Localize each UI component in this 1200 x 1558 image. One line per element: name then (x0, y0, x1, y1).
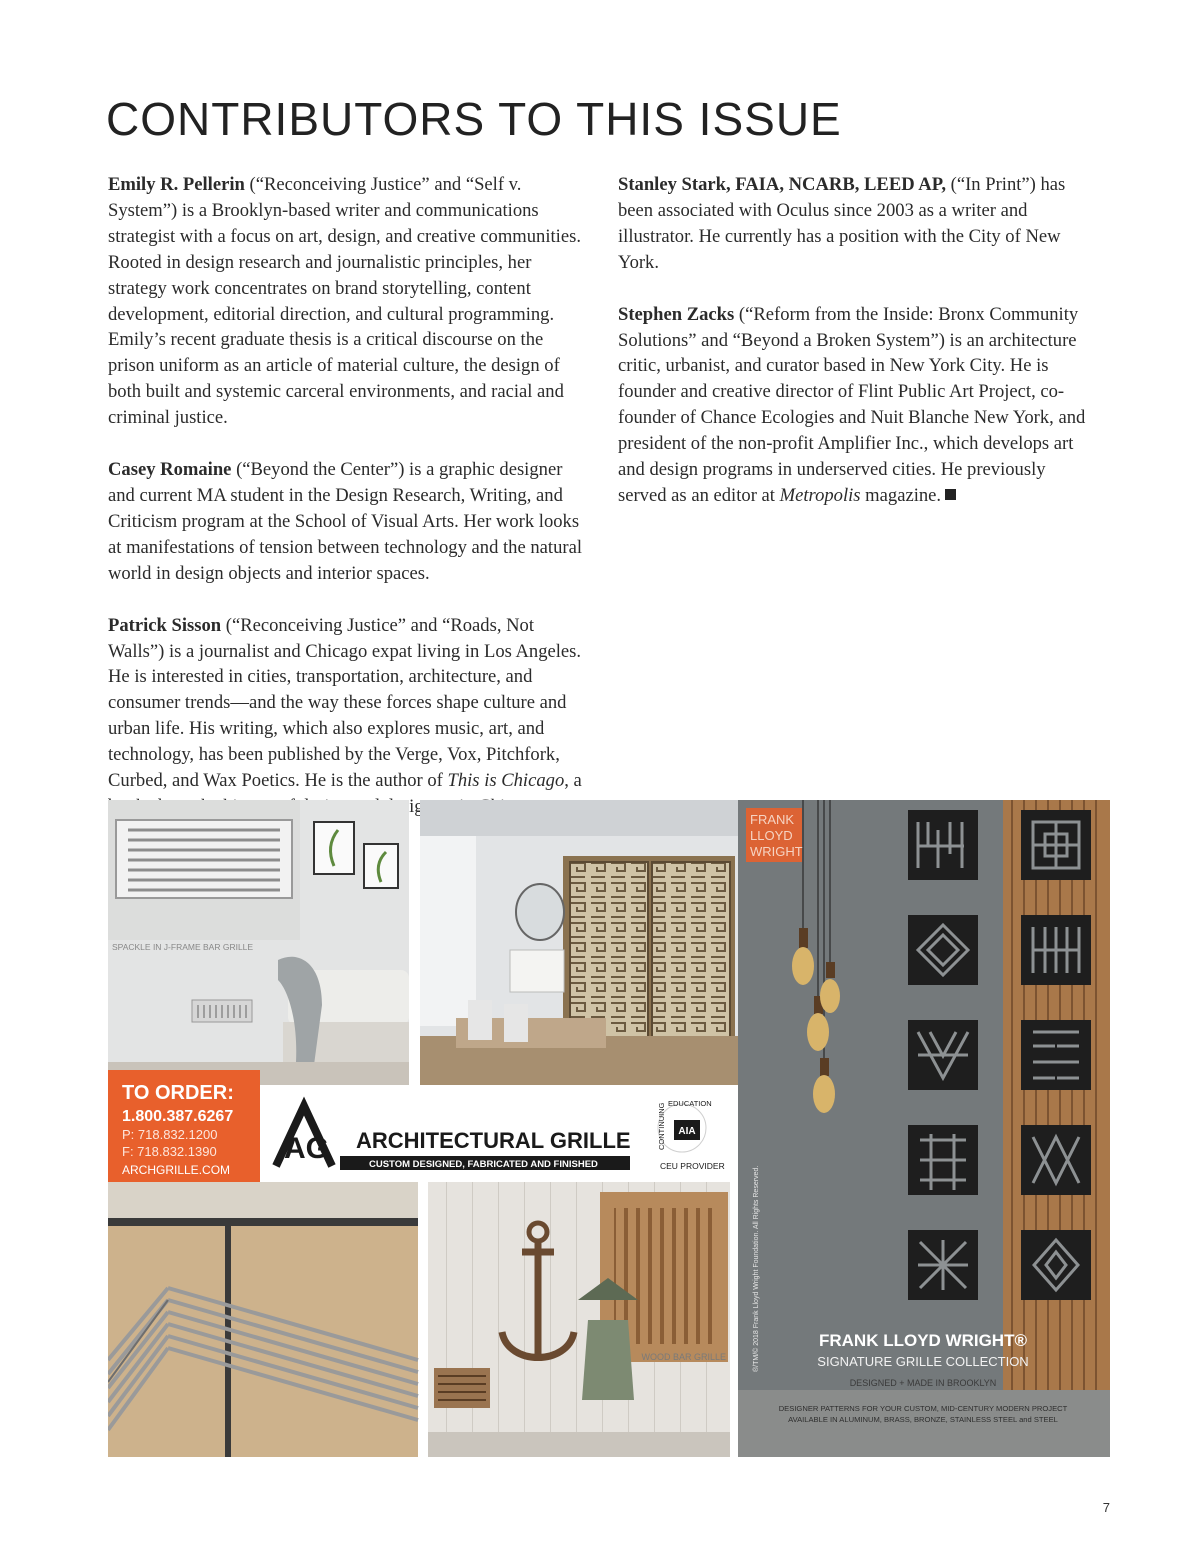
magazine-title: Metropolis (779, 484, 861, 506)
contributors-column-right (618, 172, 1098, 535)
flw-logo-line2: LLOYD (750, 828, 793, 843)
contributor-bio-pellerin (108, 172, 588, 431)
contributor-name: Emily R. Pellerin (108, 174, 245, 195)
order-p: P: 718.832.1200 (122, 1127, 218, 1142)
advertisement (108, 800, 1110, 1457)
page-title: CONTRIBUTORS TO THIS ISSUE (106, 93, 842, 145)
brand-name: ARCHITECTURAL GRILLE (356, 1128, 631, 1153)
spackle-caption: SPACKLE IN J-FRAME BAR GRILLE (112, 942, 254, 952)
flw-logo-line3: WRIGHT (750, 844, 803, 859)
contributor-text: (“Reconceiving Justice” and “Self v. System”) is a Brooklyn-based writer and communications strategist with a focus on art, design, and creative communities. Rooted in design research and journalistic principles, her strategy work concentrates on brand storytelling, content development, editorial direction, and cultural programming. Emily’s recent graduate thesis is a critical discourse on the prison uniform as an article of material culture, the design of both built and systemic carceral environments, and racial and criminal justice. (108, 174, 581, 429)
order-heading: TO ORDER: (122, 1082, 234, 1104)
copyright-notice: ®/TM/© 2018 Frank Lloyd Wright Foundation. All Rights Reserved. (753, 1165, 760, 1372)
contributors-column-left (108, 172, 588, 872)
end-of-article-mark (945, 489, 956, 500)
brand-tagline: CUSTOM DESIGNED, FABRICATED AND FINISHED (369, 1159, 598, 1170)
panel-wood-bar-grille (428, 1182, 730, 1457)
flw-description-line1: DESIGNER PATTERNS FOR YOUR CUSTOM, MID-CENTURY MODERN PROJECT (778, 1404, 1068, 1413)
contributor-name: Stanley Stark, FAIA, NCARB, LEED AP, (618, 174, 947, 195)
contributor-name: Patrick Sisson (108, 614, 222, 636)
aia-ring-left: CONTINUING (657, 1102, 666, 1150)
contributor-text: (“Reform from the Inside: Bronx Community Solutions” and “Beyond a Broken System”) is an architecture critic, urbanist, and curator based in New York City. He is founder and creative director of Flint Public Art Project, co-founder of Chance Ecologies and Nuit Blanche New York, and president of the non-profit Amplifier Inc., which develops art and design programs in underserved cities. He previously served as an editor at (618, 303, 1086, 506)
flw-collection-title: FRANK LLOYD WRIGHT® (818, 1331, 1028, 1350)
panel-floor-grille (108, 1182, 418, 1457)
advertisement-artwork (108, 800, 1110, 1457)
contributor-text: (“Beyond the Center”) is a graphic designer and current MA student in the Design Research, Writing, and Criticism program at the School of Visual Arts. Her work looks at manifestations of tension between technology and the natural world in design objects and interior spaces. (108, 459, 582, 584)
order-info-box (108, 1070, 260, 1182)
contributor-bio-stark (618, 172, 1098, 276)
contributor-text: magazine. (860, 484, 942, 506)
brand-band (260, 1085, 730, 1182)
panel-spackle-grille (108, 800, 409, 1085)
aia-badge: AIA (678, 1126, 696, 1137)
contributor-name: Stephen Zacks (618, 303, 735, 325)
panel-fretwork-doors (420, 800, 738, 1085)
page-number: 7 (1102, 1500, 1110, 1515)
flw-collection-subtitle: SIGNATURE GRILLE COLLECTION (817, 1354, 1029, 1369)
order-phone: 1.800.387.6267 (122, 1108, 234, 1125)
contributor-bio-zacks (618, 302, 1098, 509)
wood-caption: WOOD BAR GRILLE (641, 1352, 726, 1362)
aia-ring-top: EDUCATION (668, 1099, 712, 1108)
ceu-provider: CEU PROVIDER (660, 1161, 725, 1171)
contributor-name: Casey Romaine (108, 459, 232, 481)
panel-frank-lloyd-wright (738, 800, 1110, 1457)
contributor-bio-romaine (108, 457, 588, 587)
contributor-text: (“Reconceiving Justice” and “Roads, Not Walls”) is a journalist and Chicago expat living in Los Angeles. He is interested in cities, transportation, architecture, and consumer trends—and the way these forces shape culture and urban life. His writing, which also explores music, art, and technology, has been published by the Verge, Vox, Pitchfork, Curbed, and Wax Poetics. He is the author of (108, 614, 582, 792)
flw-designed-made: DESIGNED + MADE IN BROOKLYN (849, 1378, 997, 1388)
contributor-text: , a designers (384, 770, 582, 817)
book-title: This is Chicago (447, 770, 565, 792)
flw-description-line2: AVAILABLE IN ALUMINUM, BRASS, BRONZE, STAINLESS STEEL and STEEL (788, 1415, 1058, 1424)
logo-letters: AG (284, 1132, 329, 1165)
contributor-text: (“In Print”) has been associated with Oculus since 2003 as a writer and illustrator. He currently has a position with the City of New York. (618, 174, 1066, 273)
order-f: F: 718.832.1390 (122, 1144, 217, 1159)
order-website: ARCHGRILLE.COM (122, 1163, 231, 1177)
flw-logo-line1: FRANK (750, 812, 795, 827)
